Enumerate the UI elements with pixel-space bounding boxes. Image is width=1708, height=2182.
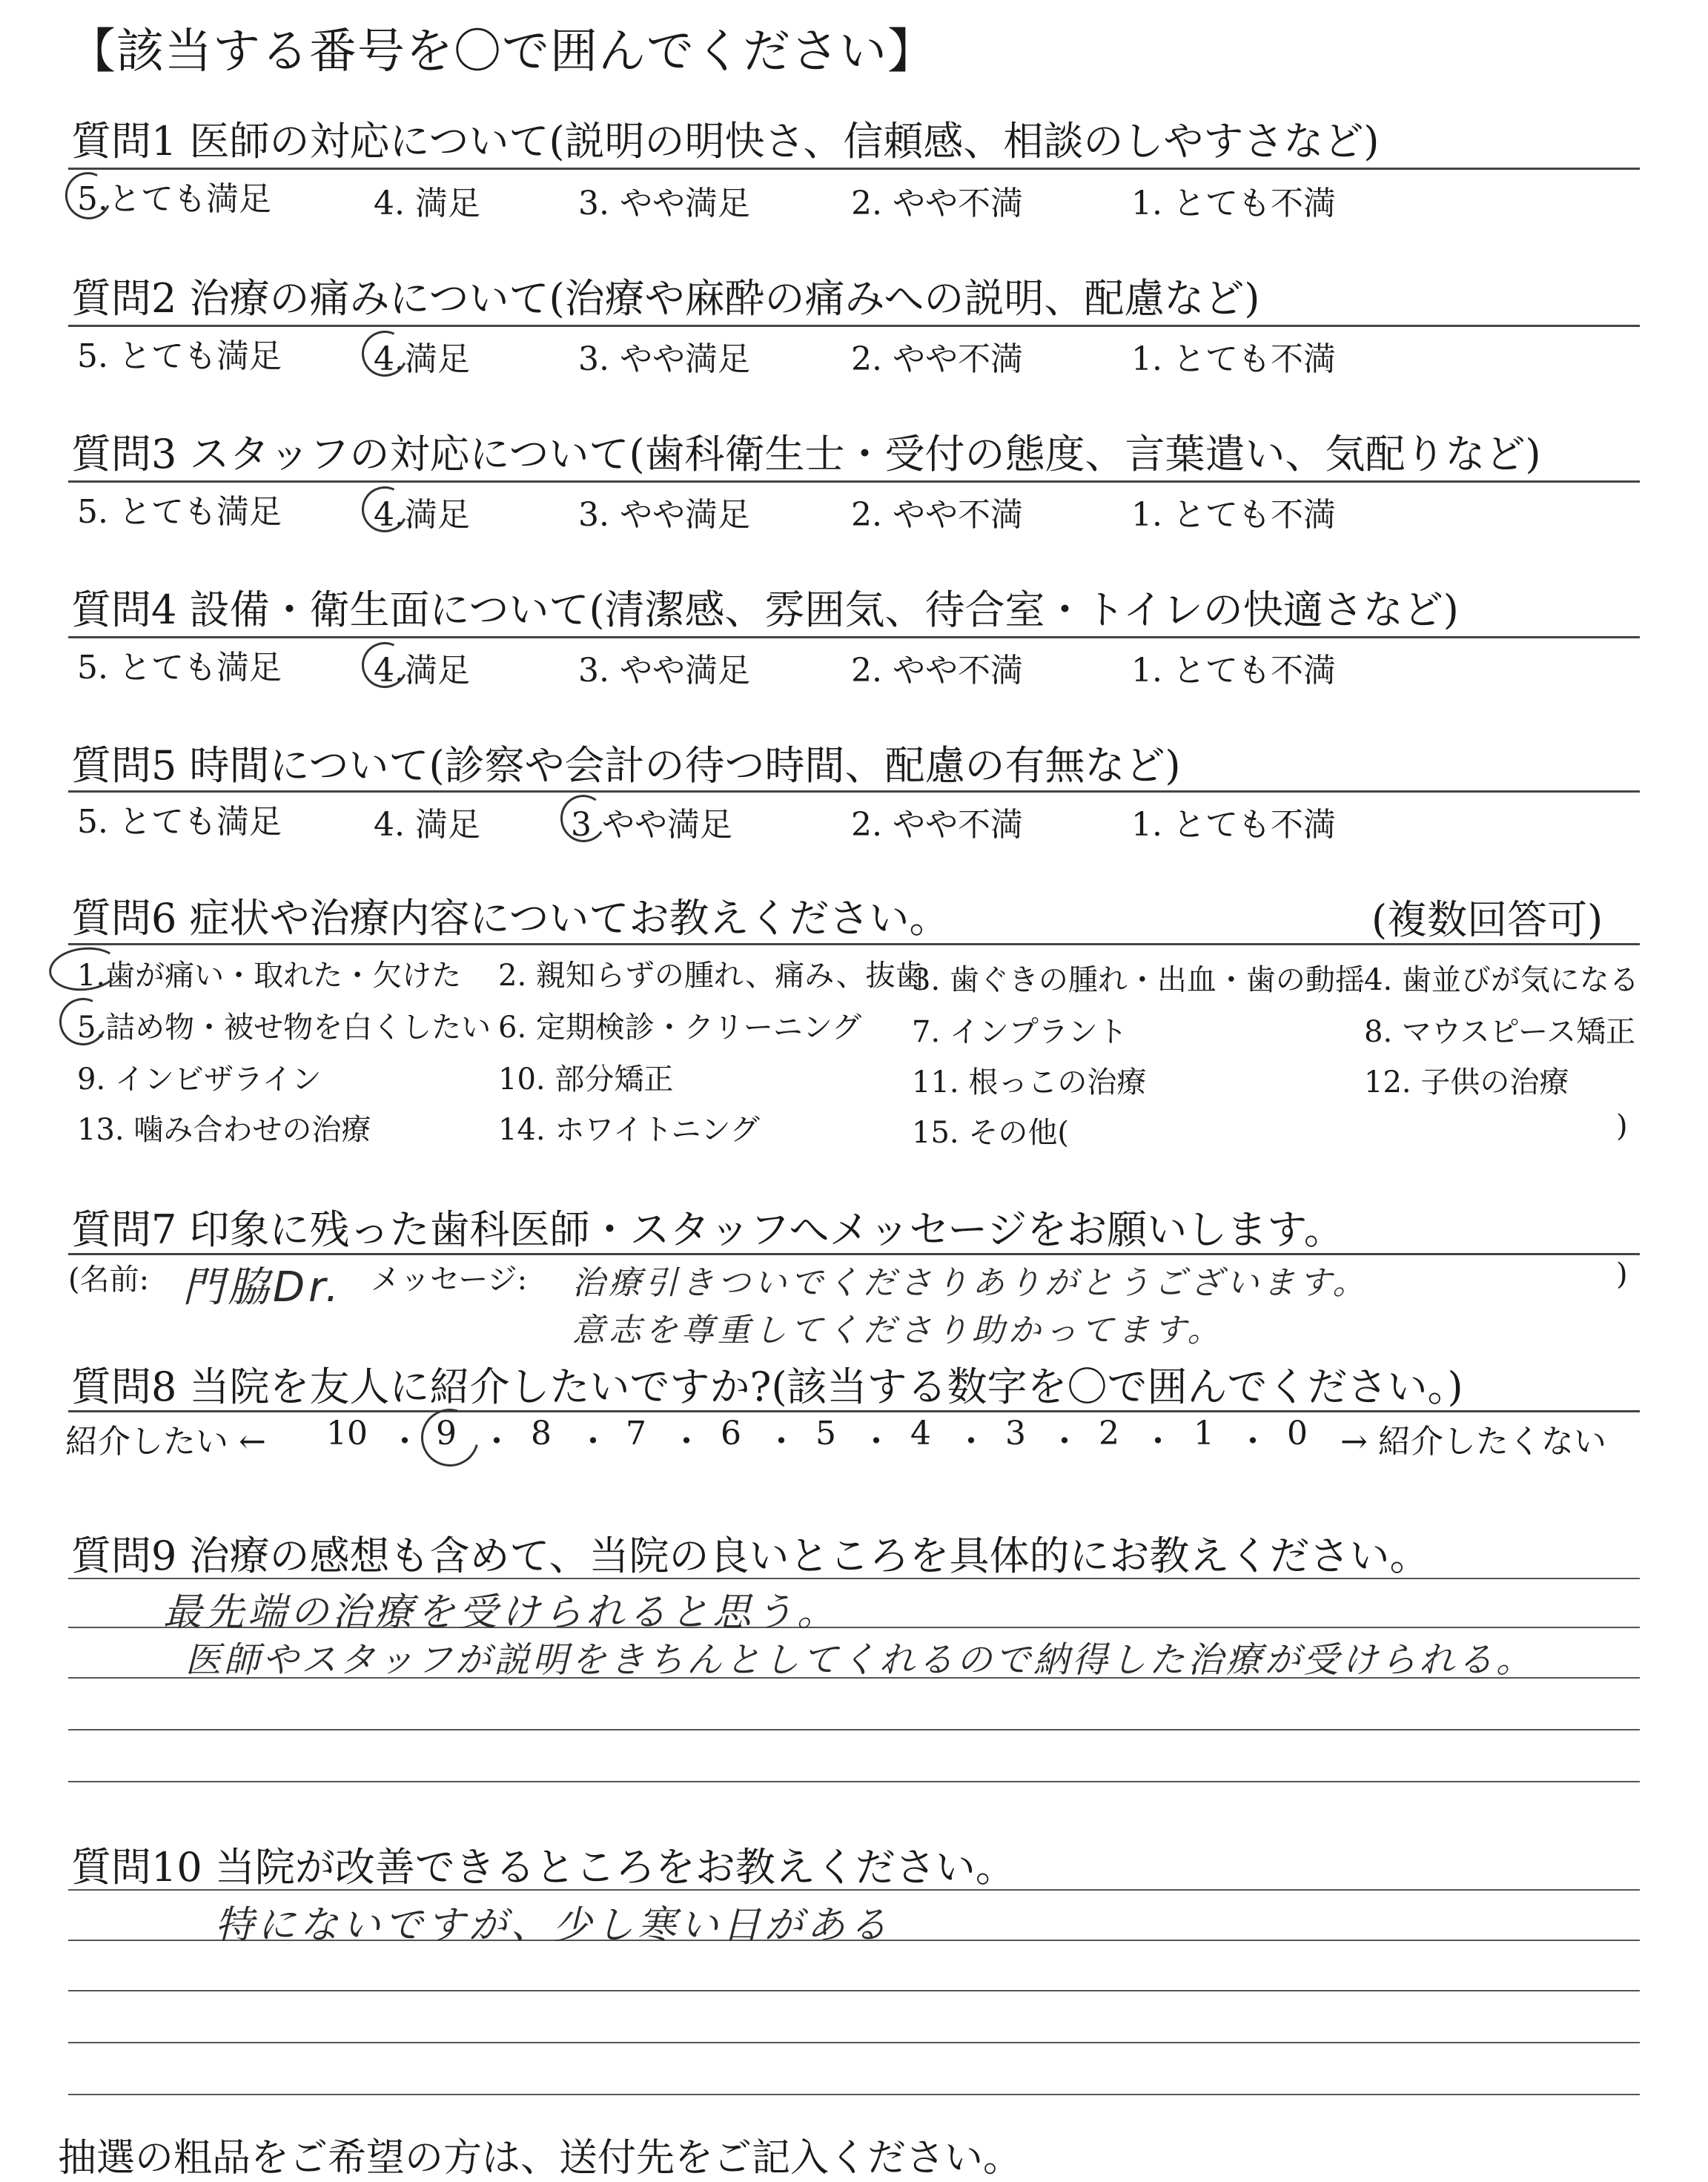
- q8-scale-10[interactable]: 10: [326, 1415, 368, 1452]
- q2-option-3[interactable]: 3. やや満足: [578, 340, 750, 378]
- q8-separator: ・: [1048, 1423, 1081, 1461]
- q7-name-label: (名前:: [68, 1263, 150, 1297]
- question-6-label: 質問6 症状や治療内容についてお教えください。: [71, 895, 950, 942]
- q6-item-1[interactable]: 1.歯が痛い・取れた・欠けた: [77, 959, 462, 993]
- q4-option-4[interactable]: 4.満足: [374, 652, 470, 690]
- q8-right-label: → 紹介したくない: [1340, 1423, 1606, 1461]
- answer-line: [68, 1729, 1640, 1730]
- q5-option-1[interactable]: 1. とても不満: [1131, 806, 1336, 844]
- q8-scale-1[interactable]: 1: [1194, 1415, 1214, 1452]
- q2-option-2[interactable]: 2. やや不満: [851, 340, 1023, 378]
- q9-answer-line-2[interactable]: 医師やスタッフが説明をきちんとしてくれるので納得した治療が受けられる。: [185, 1639, 1535, 1681]
- question-8-label: 質問8 当院を友人に紹介したいですか?(該当する数字を〇で囲んでください。): [71, 1363, 1463, 1410]
- q8-separator: ・: [670, 1423, 703, 1461]
- q6-item-8[interactable]: 8. マウスピース矯正: [1364, 1015, 1636, 1049]
- q8-separator: ・: [955, 1423, 987, 1461]
- q2-option-1[interactable]: 1. とても不満: [1131, 340, 1336, 378]
- q1-option-2[interactable]: 2. やや不満: [851, 185, 1023, 222]
- q6-item-12[interactable]: 12. 子供の治療: [1364, 1065, 1569, 1100]
- q8-separator: ・: [577, 1423, 609, 1461]
- q8-separator: ・: [860, 1423, 893, 1461]
- divider: [68, 480, 1640, 483]
- q5-option-5[interactable]: 5. とても満足: [77, 803, 282, 841]
- q6-item-15[interactable]: 15. その他(: [912, 1116, 1069, 1150]
- q6-item-7[interactable]: 7. インプラント: [912, 1015, 1128, 1049]
- answer-line: [68, 2042, 1640, 2043]
- footer-note: 抽選の粗品をご希望の方は、送付先をご記入ください。: [58, 2136, 1022, 2181]
- q8-scale-3[interactable]: 3: [1005, 1415, 1026, 1452]
- q8-scale-4[interactable]: 4: [910, 1415, 931, 1452]
- q3-option-1[interactable]: 1. とても不満: [1131, 496, 1336, 534]
- divider: [68, 943, 1640, 945]
- q6-item-2[interactable]: 2. 親知らずの腫れ、痛み、抜歯: [498, 959, 925, 993]
- q8-scale-0[interactable]: 0: [1287, 1415, 1308, 1452]
- q1-option-5[interactable]: 5.とても満足: [77, 180, 271, 218]
- divider: [68, 1410, 1640, 1412]
- q5-option-2[interactable]: 2. やや不満: [851, 806, 1023, 844]
- answer-line: [68, 1781, 1640, 1782]
- q4-option-1[interactable]: 1. とても不満: [1131, 652, 1336, 690]
- q7-message-line-1[interactable]: 治療引きついでくださりありがとうございます。: [572, 1264, 1369, 1302]
- q3-option-5[interactable]: 5. とても満足: [77, 493, 282, 531]
- q8-scale-7[interactable]: 7: [626, 1415, 646, 1452]
- q6-item-3[interactable]: 3. 歯ぐきの腫れ・出血・歯の動揺: [912, 963, 1365, 997]
- question-10-label: 質問10 当院が改善できるところをお教えください。: [71, 1844, 1016, 1891]
- divider: [68, 168, 1640, 170]
- q9-answer-line-1[interactable]: 最先端の治療を受けられると思う。: [163, 1590, 840, 1635]
- q7-message-line-2[interactable]: 意志を尊重してくださり助かってます。: [572, 1312, 1224, 1349]
- q7-message-label: メッセージ:: [371, 1263, 528, 1297]
- q6-item-10[interactable]: 10. 部分矯正: [498, 1062, 674, 1097]
- q8-separator: ・: [388, 1423, 421, 1461]
- divider: [68, 636, 1640, 638]
- q4-option-5[interactable]: 5. とても満足: [77, 649, 282, 687]
- q6-item-9[interactable]: 9. インビザライン: [77, 1062, 322, 1097]
- q1-option-1[interactable]: 1. とても不満: [1131, 185, 1336, 222]
- q5-option-3[interactable]: 3 やや満足: [571, 806, 732, 844]
- question-2-label: 質問2 治療の痛みについて(治療や麻酔の痛みへの説明、配慮など): [71, 275, 1260, 322]
- answer-line: [68, 1578, 1640, 1579]
- q8-separator: ・: [480, 1423, 513, 1461]
- q8-separator: ・: [1237, 1423, 1269, 1461]
- q1-option-3[interactable]: 3. やや満足: [578, 185, 750, 222]
- divider: [68, 790, 1640, 793]
- q8-separator: ・: [1142, 1423, 1174, 1461]
- q8-left-label: 紹介したい ←: [65, 1423, 266, 1461]
- q3-option-3[interactable]: 3. やや満足: [578, 496, 750, 534]
- q4-option-3[interactable]: 3. やや満足: [578, 652, 750, 690]
- q7-close-paren: ): [1616, 1257, 1628, 1292]
- q8-scale-6[interactable]: 6: [721, 1415, 741, 1452]
- question-7-label: 質問7 印象に残った歯科医師・スタッフへメッセージをお願いします。: [71, 1206, 1344, 1253]
- q6-item-11[interactable]: 11. 根っこの治療: [912, 1065, 1147, 1100]
- divider: [68, 325, 1640, 327]
- q2-option-5[interactable]: 5. とても満足: [77, 337, 282, 375]
- q3-option-4[interactable]: 4.満足: [374, 496, 470, 534]
- q6-item-5[interactable]: 5.詰め物・被せ物を白くしたい: [77, 1011, 491, 1045]
- q10-answer-line-1[interactable]: 特にないですが、少し寒い日がある: [215, 1903, 892, 1948]
- q1-option-4[interactable]: 4. 満足: [374, 185, 480, 222]
- answer-line: [68, 1889, 1640, 1891]
- question-1-label: 質問1 医師の対応について(説明の明快さ、信頼感、相談のしやすさなど): [71, 118, 1380, 165]
- question-5-label: 質問5 時間について(診察や会計の待つ時間、配慮の有無など): [71, 742, 1181, 789]
- q6-multiple-note: (複数回答可): [1371, 896, 1603, 943]
- q7-name-value[interactable]: 門脇Dr.: [182, 1263, 342, 1312]
- q6-item-6[interactable]: 6. 定期検診・クリーニング: [498, 1011, 862, 1045]
- q8-scale-2[interactable]: 2: [1099, 1415, 1119, 1452]
- q4-option-2[interactable]: 2. やや不満: [851, 652, 1023, 690]
- q6-item-14[interactable]: 14. ホワイトニング: [498, 1113, 760, 1147]
- answer-line: [68, 2094, 1640, 2095]
- q3-option-2[interactable]: 2. やや不満: [851, 496, 1023, 534]
- question-3-label: 質問3 スタッフの対応について(歯科衛生士・受付の態度、言葉遣い、気配りなど): [71, 431, 1541, 477]
- page-title: 【該当する番号を〇で囲んでください】: [68, 24, 936, 79]
- q6-other-close-paren: ): [1616, 1109, 1628, 1143]
- q2-option-4[interactable]: 4.満足: [374, 340, 470, 378]
- answer-line: [68, 1990, 1640, 1991]
- question-4-label: 質問4 設備・衛生面について(清潔感、雰囲気、待合室・トイレの快適さなど): [71, 586, 1459, 633]
- q6-item-13[interactable]: 13. 噛み合わせの治療: [77, 1113, 371, 1147]
- q8-scale-9[interactable]: 9: [436, 1415, 457, 1452]
- q8-scale-5[interactable]: 5: [815, 1415, 836, 1452]
- question-9-label: 質問9 治療の感想も含めて、当院の良いところを具体的にお教えください。: [71, 1533, 1430, 1579]
- q6-item-4[interactable]: 4. 歯並びが気になる: [1364, 963, 1639, 997]
- q8-scale-8[interactable]: 8: [531, 1415, 552, 1452]
- q8-separator: ・: [765, 1423, 798, 1461]
- q5-option-4[interactable]: 4. 満足: [374, 806, 480, 844]
